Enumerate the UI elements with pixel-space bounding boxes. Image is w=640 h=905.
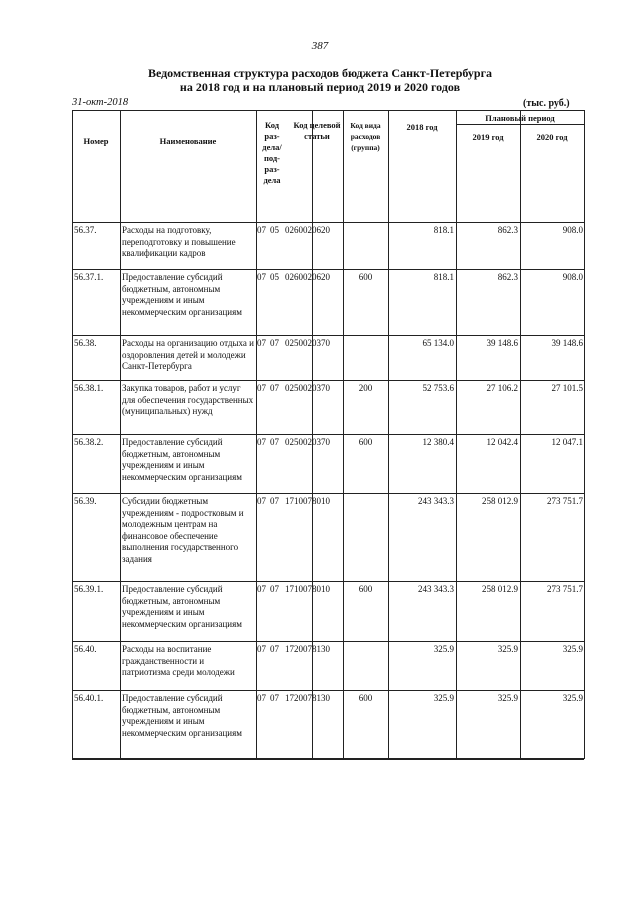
row-expense-type: 600 [358,584,373,594]
row-divider [72,641,584,642]
row-name: Предоставление субсидий бюджетным, автономным учреждениям и иным некоммерческим организациям [122,693,242,738]
row-subsection: 07 [270,693,279,703]
row-target-code: 1710078010 [285,496,330,506]
row-target-code: 1710078010 [285,584,330,594]
row-value-2020: 908.0 [562,225,583,235]
row-subsection: 05 [270,272,279,282]
row-section: 07 [257,693,266,703]
row-value-2019: 39 148.6 [486,338,518,348]
row-expense-type: 600 [358,272,373,282]
header-2020: 2020 год [536,132,568,142]
row-name: Закупка товаров, работ и услуг для обеспечения государственных (муниципальных) нужд [122,383,254,417]
row-name: Субсидии бюджетным учреждениям - подростковым и молодежным центрам на финансовое обеспечение выполнения государственного задания [122,496,244,564]
row-number: 56.40.1. [74,693,104,703]
row-expense-type: 600 [358,437,373,447]
row-divider [72,581,584,582]
row-value-2019: 258 012.9 [482,496,518,506]
row-number: 56.39. [74,496,97,506]
row-name: Предоставление субсидий бюджетным, автономным учреждениям и иным некоммерческим организациям [122,272,242,317]
row-value-2020: 39 148.6 [551,338,583,348]
row-value-2019: 12 042.4 [486,437,518,447]
header-2019: 2019 год [472,132,504,142]
header-section: Код раз- дела/ под- раз- дела [262,120,282,185]
row-subsection: 05 [270,225,279,235]
row-value-2019: 258 012.9 [482,584,518,594]
row-number: 56.37. [74,225,97,235]
row-value-2019: 862.3 [497,225,518,235]
row-value-2019: 862.3 [497,272,518,282]
row-value-2020: 325.9 [562,644,583,654]
row-section: 07 [257,496,266,506]
row-number: 56.38.1. [74,383,104,393]
header-number: Номер [83,136,109,146]
row-number: 56.38.2. [74,437,104,447]
document-date: 31-окт-2018 [72,97,129,108]
row-value-2018: 12 380.4 [422,437,454,447]
row-section: 07 [257,437,266,447]
table-top-border [72,110,584,111]
header-expense-type: Код вида расходов (группа) [350,121,381,152]
header-planned-period: Плановый период [485,113,555,123]
row-divider [72,434,584,435]
row-value-2018: 52 753.6 [422,383,454,393]
row-section: 07 [257,225,266,235]
row-name: Расходы на подготовку, переподготовку и повышение квалификации кадров [122,225,236,259]
row-number: 56.39.1. [74,584,104,594]
row-value-2020: 908.0 [562,272,583,282]
row-number: 56.37.1. [74,272,104,282]
row-value-2018: 65 134.0 [422,338,454,348]
row-section: 07 [257,584,266,594]
row-value-2020: 12 047.1 [551,437,583,447]
units-label: (тыс. руб.) [523,98,570,109]
row-subsection: 07 [270,496,279,506]
row-section: 07 [257,383,266,393]
row-value-2020: 273 751.7 [547,584,583,594]
row-name: Предоставление субсидий бюджетным, автономным учреждениям и иным некоммерческим организациям [122,437,242,482]
document-title-line-1: Ведомственная структура расходов бюджета Санкт-Петербурга [147,66,493,80]
row-value-2018: 818.1 [433,272,454,282]
row-section: 07 [257,644,266,654]
row-subsection: 07 [270,437,279,447]
row-divider [72,335,584,336]
header-name: Наименование [159,136,217,146]
row-subsection: 07 [270,338,279,348]
row-subsection: 07 [270,584,279,594]
header-target: Код целевой статьи [293,120,341,141]
row-section: 07 [257,338,266,348]
row-target-code: 0260020620 [285,225,330,235]
row-value-2019: 325.9 [497,644,518,654]
row-target-code: 0260020620 [285,272,330,282]
header-2018: 2018 год [406,122,438,132]
row-divider [72,269,584,270]
row-target-code: 0250020370 [285,437,330,447]
row-subsection: 07 [270,383,279,393]
row-value-2018: 243 343.3 [418,496,454,506]
row-target-code: 1720078130 [285,693,330,703]
row-divider [72,493,584,494]
document-title-line-2: на 2018 год и на плановый период 2019 и 2020 годов [179,80,461,94]
row-number: 56.38. [74,338,97,348]
row-value-2018: 325.9 [433,693,454,703]
row-number: 56.40. [74,644,97,654]
planned-period-divider [456,124,584,125]
row-divider [72,690,584,691]
row-name: Расходы на воспитание гражданственности и патриотизма среди молодежи [122,644,235,678]
row-value-2020: 325.9 [562,693,583,703]
row-divider [72,758,584,760]
row-divider [72,380,584,381]
row-value-2020: 27 101.5 [551,383,583,393]
page-number: 387 [311,40,329,52]
row-target-code: 0250020370 [285,338,330,348]
row-expense-type: 200 [358,383,373,393]
column-divider [584,110,585,759]
row-value-2020: 273 751.7 [547,496,583,506]
row-expense-type: 600 [358,693,373,703]
row-value-2018: 243 343.3 [418,584,454,594]
row-divider [72,222,584,223]
row-value-2019: 325.9 [497,693,518,703]
row-target-code: 0250020370 [285,383,330,393]
row-value-2018: 325.9 [433,644,454,654]
row-name: Предоставление субсидий бюджетным, автономным учреждениям и иным некоммерческим организациям [122,584,242,629]
row-target-code: 1720078130 [285,644,330,654]
row-name: Расходы на организацию отдыха и оздоровления детей и молодежи Санкт-Петербурга [122,338,254,372]
row-section: 07 [257,272,266,282]
row-subsection: 07 [270,644,279,654]
row-value-2018: 818.1 [433,225,454,235]
row-value-2019: 27 106.2 [486,383,518,393]
